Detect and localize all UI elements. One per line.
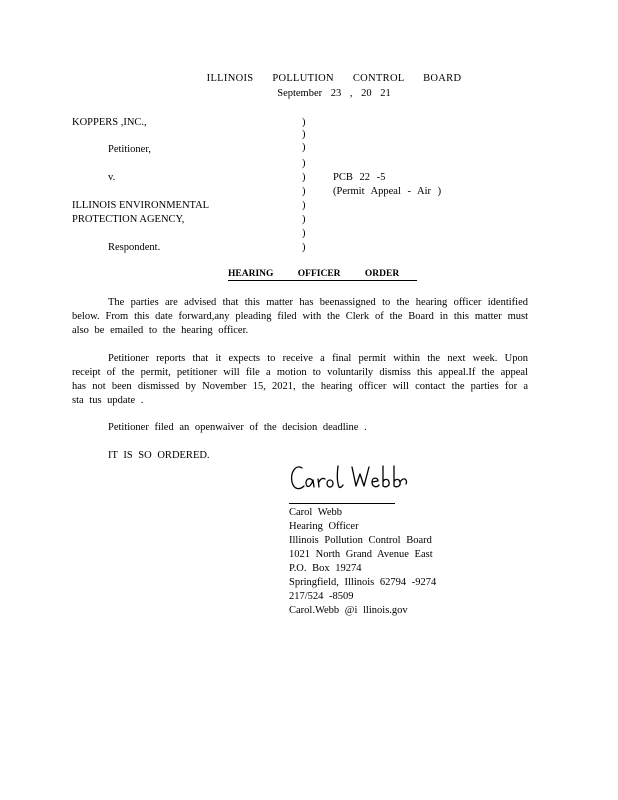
paragraph-waiver: Petitioner filed an openwaiver of the decision deadline .: [108, 422, 367, 433]
officer-organization: Illinois Pollution Control Board: [289, 535, 432, 546]
case-number: PCB 22 -5: [333, 172, 386, 183]
officer-street: 1021 North Grand Avenue East: [289, 549, 433, 560]
caption-paren: ): [302, 129, 306, 140]
versus-label: v.: [108, 172, 116, 183]
signature-block: [289, 506, 436, 618]
officer-title: Hearing Officer: [289, 521, 359, 532]
caption-paren: ): [302, 117, 306, 128]
caption-paren: ): [302, 242, 306, 253]
caption-paren: ): [302, 214, 306, 225]
handwritten-signature: [288, 458, 418, 498]
caption-paren: ): [302, 172, 306, 183]
caption-paren: ): [302, 200, 306, 211]
respondent-role: Respondent.: [108, 242, 161, 253]
respondent-name-line1: ILLINOIS ENVIRONMENTAL: [72, 200, 210, 211]
case-type: (Permit Appeal - Air ): [333, 186, 442, 197]
paragraph-assignment: The parties are advised that this matter has beenassigned to the hearing officer identified below. From this date forward,any pleading filed with the Clerk of the Board in this matter must also be emailed to the hearing officer.: [72, 297, 528, 336]
caption-paren: ): [302, 186, 306, 197]
order-date: September 23 , 20 21: [277, 88, 391, 99]
paragraph-permit-status: Petitioner reports that it expects to receive a final permit within the next week. Upon receipt of the permit, petitioner will file a motion to voluntarily dismiss this appeal.If the appeal has not been dismissed by November 15, 2021, the hearing officer will contact the parties for a sta tus update .: [72, 353, 528, 406]
respondent-name-line2: PROTECTION AGENCY,: [72, 214, 185, 225]
officer-city: Springfield, Illinois 62794 -9274: [289, 577, 437, 588]
order-heading: HEARING OFFICER ORDER: [228, 268, 417, 281]
caption-paren: ): [302, 228, 306, 239]
officer-phone: 217/524 -8509: [289, 591, 354, 602]
petitioner-name: KOPPERS ,INC.,: [72, 117, 147, 128]
caption-paren: ): [302, 158, 306, 169]
officer-email: Carol.Webb @i llinois.gov: [289, 605, 408, 616]
officer-name: Carol Webb: [289, 507, 342, 518]
board-title: ILLINOIS POLLUTION CONTROL BOARD: [206, 73, 462, 84]
paragraph-so-ordered: IT IS SO ORDERED.: [108, 450, 210, 461]
petitioner-role: Petitioner,: [108, 144, 152, 155]
officer-po-box: P.O. Box 19274: [289, 563, 362, 574]
signature-line: [289, 503, 395, 504]
caption-paren: ): [302, 142, 306, 153]
